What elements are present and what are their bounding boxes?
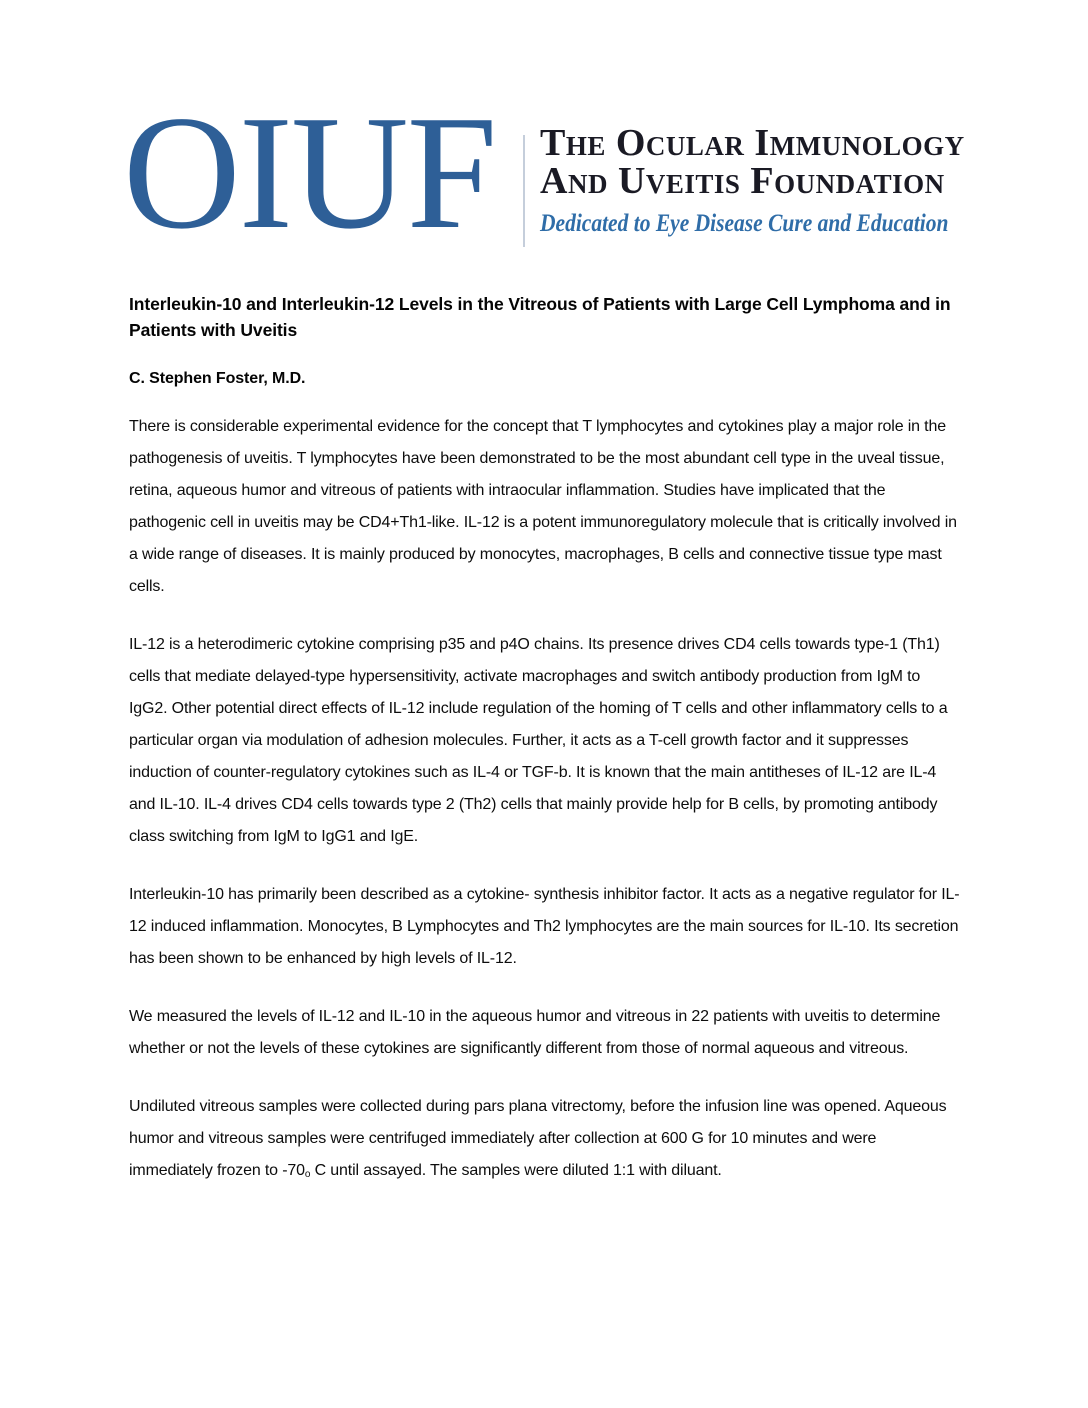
paragraph-methods xyxy=(129,1091,961,1189)
paragraph-measurement: We measured the levels of IL-12 and IL-10 in the aqueous humor and vitreous in 22 patients with uveitis to determine whether or not the levels of these cytokines are significantly different from those of normal aqueous and vitreous. xyxy=(129,1008,941,1057)
paragraph-il12: IL-12 is a heterodimeric cytokine comprising p35 and p4O chains. Its presence drives CD4 cells towards type-1 (Th1) cells that mediate delayed-type hypersensitivity, activate macrophages and switch antibody production from IgM to IgG2. Other potential direct effects of IL-12 include regulation of the homing of T cells and other inflammatory cells to a particular organ via modulation of adhesion molecules. Further, it acts as a T-cell growth factor and it suppresses induction of counter-regulatory cytokines such as IL-4 or TGF-b. It is known that the main antitheses of IL-12 are IL-4 and IL-10. IL-4 drives CD4 cells towards type 2 (Th2) cells that mainly provide help for B cells, by promoting antibody class switching from IgM to IgG1 and IgE. xyxy=(129,636,948,845)
paragraph-intro: There is considerable experimental evidence for the concept that T lymphocytes and cytokines play a major role in the pathogenesis of uveitis. T lymphocytes have been demonstrated to be the most abundant cell type in the uveal tissue, retina, aqueous humor and vitreous of patients with intraocular inflammation. Studies have implicated that the pathogenic cell in uveitis may be CD4+Th1-like. IL-12 is a potent immunoregulatory molecule that is critically involved in a wide range of diseases. It is mainly produced by monocytes, macrophages, B cells and connective tissue type mast cells. xyxy=(129,418,957,595)
org-name-line1: The Ocular Immunology xyxy=(540,122,965,164)
methods-text-pre: Undiluted vitreous samples were collected during pars plana vitrectomy, before the infusion line was opened. Aqueous humor and vitreous samples were centrifuged immediately after collection at 600 G for 10 minutes and were immediately frozen to -70 xyxy=(129,1098,947,1179)
article-body xyxy=(129,411,961,1189)
logo-divider xyxy=(523,135,525,247)
page-content xyxy=(123,0,965,1189)
org-tagline: Dedicated to Eye Disease Cure and Education xyxy=(540,210,949,237)
article-author: C. Stephen Foster, M.D. xyxy=(129,370,306,387)
oiuf-monogram: OIUF xyxy=(123,83,496,263)
methods-text-post: C until assayed. The samples were diluted 1:1 with diluant. xyxy=(310,1162,722,1179)
org-name-line2: And Uveitis Foundation xyxy=(540,160,945,202)
oiuf-logo xyxy=(123,83,965,263)
logo-text-block xyxy=(540,124,970,239)
methods-degree-subscript: o xyxy=(304,1169,311,1180)
article-title: Interleukin-10 and Interleukin-12 Levels in the Vitreous of Patients with Large Cell Lymphoma and in Patients with Uveitis xyxy=(129,294,951,340)
paragraph-il10: Interleukin-10 has primarily been described as a cytokine- synthesis inhibitor factor. It acts as a negative regulator for IL-12 induced inflammation. Monocytes, B Lymphocytes and Th2 lymphocytes are the main sources for IL-10. Its secretion has been shown to be enhanced by high levels of IL-12. xyxy=(129,886,960,967)
